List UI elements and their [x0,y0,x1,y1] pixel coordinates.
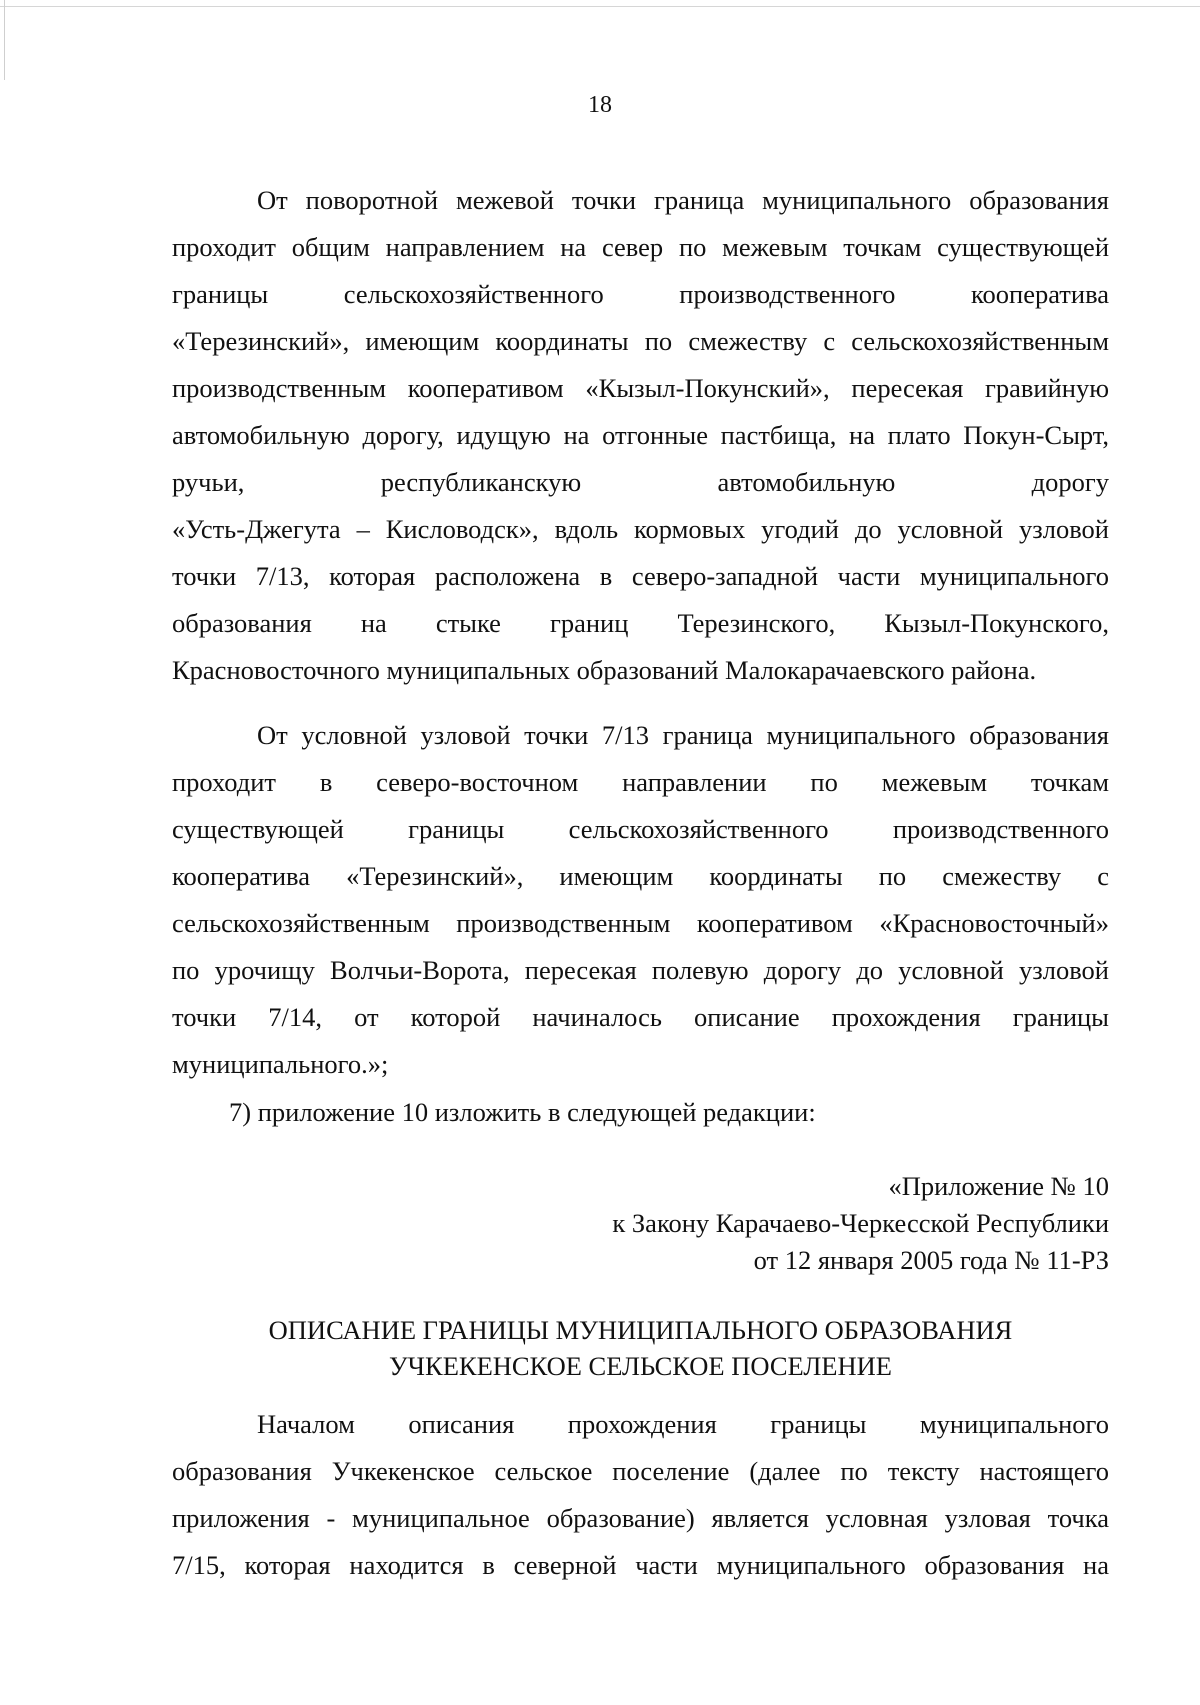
text-line: существующей границы сельскохозяйственного производственного [172,814,1109,844]
text-line: «Усть-Джегута – Кисловодск», вдоль кормовых угодий до условной узловой [172,514,1109,544]
text-line: От поворотной межевой точки граница муниципального образования [257,185,1109,215]
text-line: производственным кооперативом «Кызыл-Покунский», пересекая гравийную [172,373,1109,403]
text-line: 7/15, которая находится в северной части муниципального образования на [172,1550,1109,1580]
text-line: по урочищу Волчьи-Ворота, пересекая полевую дорогу до условной узловой [172,955,1109,985]
page-number: 18 [588,92,612,118]
appendix-header-line: к Закону Карачаево-Черкесской Республики [612,1208,1109,1238]
text-line: ручьи, республиканскую автомобильную дорогу [172,467,1109,497]
appendix-header-line: «Приложение № 10 [888,1171,1109,1201]
text-line: точки 7/13, которая расположена в северо-западной части муниципального [172,561,1109,591]
text-line: Красновосточного муниципальных образований Малокарачаевского района. [172,655,1037,685]
text-line: приложения - муниципальное образование) является условная узловая точка [172,1503,1109,1533]
text-line: кооператива «Терезинский», имеющим координаты по смежеству с [172,861,1109,891]
text-line: проходит в северо-восточном направлении по межевым точкам [172,767,1109,797]
text-line: Началом описания прохождения границы муниципального [257,1409,1109,1439]
text-line: границы сельскохозяйственного производственного кооператива [172,279,1109,309]
text-line: образования Учкекенское сельское поселение (далее по тексту настоящего [172,1456,1109,1486]
section-title-line: УЧКЕКЕНСКОЕ СЕЛЬСКОЕ ПОСЕЛЕНИЕ [389,1351,892,1381]
section-title-line: ОПИСАНИЕ ГРАНИЦЫ МУНИЦИПАЛЬНОГО ОБРАЗОВАНИЯ [268,1315,1013,1345]
appendix-header-line: от 12 января 2005 года № 11-РЗ [753,1245,1109,1275]
text-line: сельскохозяйственным производственным кооперативом «Красновосточный» [172,908,1109,938]
text-line: автомобильную дорогу, идущую на отгонные пастбища, на плато Покун-Сырт, [172,420,1109,450]
text-line: точки 7/14, от которой начиналось описание прохождения границы [172,1002,1109,1032]
text-line: От условной узловой точки 7/13 граница муниципального образования [257,720,1109,750]
scan-edge-left [4,0,5,80]
text-line: «Терезинский», имеющим координаты по смежеству с сельскохозяйственным [172,326,1109,356]
text-line: проходит общим направлением на север по межевым точкам существующей [172,232,1109,262]
scan-edge-top [0,6,1200,7]
text-line: 7) приложение 10 изложить в следующей редакции: [229,1097,816,1127]
text-line: образования на стыке границ Терезинского, Кызыл-Покунского, [172,608,1109,638]
text-line: муниципального.»; [172,1049,389,1079]
